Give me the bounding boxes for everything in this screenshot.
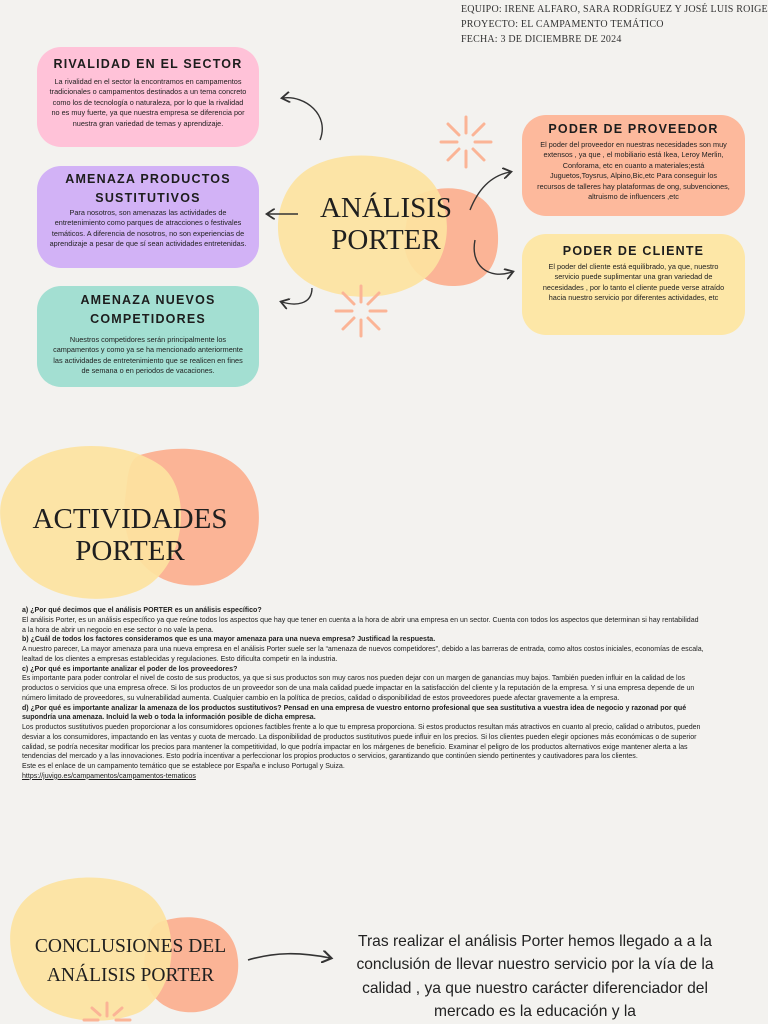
substitutes-card — [37, 166, 259, 268]
activities-title-line2: PORTER — [75, 535, 185, 567]
answer-a: El análisis Porter, es un análisis específico ya que reúne todos los aspectos que hay que tener en cuenta a la hora de abrir una empresa en un sector. Cuenta con todos los aspectos que determinan si hay rentabilidad a la hora de abrir un negocio en ese sector o no vale la pena. — [22, 616, 699, 634]
answer-c: Es importante para poder controlar el nivel de costo de sus productos, ya que si sus productos son muy caros nos pueden dejar con un margen de ganancias muy bajos. También pueden influir en la calidad de los productos o servicios que una empresa ofrece. Si los productos de un proveedor son de una mala calidad puede impactar en la satisfacción del cliente y la reputación de la empresa. Y si una empresa depende de un número limitado de proveedores, su vulnerabilidad aumenta. Cualquier cambio en la política de precios, calidad o disponibilidad de estos proveedores puede afectar gravemente a la empresa. — [22, 675, 695, 702]
supplier-text: El poder del proveedor en nuestras necesidades son muy extensos , ya que , el mobiliario está Ikea, Leroy Merlin, Conforama, etc en cuanto a materiales;está Juguetos,Toysrus, Alpino,Bic,etc Para conseguir los recursos de talleres hay plataformas de ong, subvenciones, altruismo de influencers ,etc — [537, 140, 730, 202]
rivalry-card — [37, 47, 259, 147]
date-line: FECHA: 3 DE DICIEMBRE DE 2024 — [461, 34, 622, 45]
new-entrants-card — [37, 286, 259, 387]
burst-bottom — [336, 286, 386, 336]
activities-title-line1: ACTIVIDADES — [32, 503, 228, 535]
conclusions-text: Tras realizar el análisis Porter hemos llegado a a la conclusión de llevar nuestro servicio por la vía de la calidad , ya que nuestro carácter diferenciador del mercado es la educación y la — [356, 933, 714, 1021]
rivalry-title: RIVALIDAD EN EL SECTOR — [53, 57, 243, 71]
new-entrants-text: Nuestros competidores serán principalmente los campamentos y como ya se ha mencionado anteriormente las actividades de entretenimiento que se realicen en fines de semana o en periodos de vacaciones. — [53, 335, 243, 376]
closing-text: Este es el enlace de un campamento temático que se establece por España e incluso Portugal y Suiza. — [22, 763, 345, 770]
team-line: EQUIPO: IRENE ALFARO, SARA RODRÍGUEZ Y JOSÉ LUIS ROIGE — [461, 4, 768, 15]
camp-link[interactable]: https://juvigo.es/campamentos/campamentos-tematicos — [22, 772, 196, 780]
question-c: c) ¿Por qué es importante analizar el poder de los proveedores? — [22, 665, 238, 673]
arrow-to-conclusion — [248, 954, 330, 960]
client-card — [522, 234, 745, 335]
activities-title — [25, 503, 235, 567]
substitutes-text: Para nosotros, son amenazas las actividades de entretenimiento como parques de atracciones o festivales temáticos. A diferencia de nosotros, no son experiencias de aprendizaje a pesar de que sí sean actividades entretenidas. — [49, 208, 247, 249]
new-entrants-title: AMENAZA NUEVOS COMPETIDORES — [80, 293, 216, 326]
burst-top — [441, 117, 491, 167]
answer-d: Los productos sustitutivos pueden proporcionar a los consumidores opciones factibles frente a lo que tu empresa proporciona. Si estos productos resultan más atractivos en cuanto al precio, calidad o atributos, pueden desviar a los consumidores, impactando en las ventas y cuota de mercado. La disponibilidad de productos sustitutivos puede influir en los precios. Si los clientes pueden elegir opciones más económicas o de superior calidad, se podría necesitar modificar los precios para mantener la competitividad, lo que podría impactar en los márgenes de beneficio. Examinar el peligro de los productos alternativos exige mantener alerta a las tendencias del mercado y a las innovaciones. Esto podría incentivar a perfeccionar los propios productos o servicios, garantizando que continúen siendo pertinentes y cautivadores para los clientes. — [22, 724, 701, 761]
analysis-title-line1: ANÁLISIS — [319, 192, 453, 224]
client-title: PODER DE CLIENTE — [562, 244, 705, 258]
analysis-title-line2: PORTER — [331, 224, 441, 256]
conclusions-title — [18, 932, 243, 990]
project-line: PROYECTO: EL CAMPAMENTO TEMÁTICO — [461, 19, 664, 30]
supplier-card — [522, 115, 745, 216]
arrow-to-rivalry — [283, 98, 322, 140]
conclusions-title-line1: CONCLUSIONES DEL — [34, 936, 227, 957]
analysis-title — [300, 192, 472, 256]
supplier-title: PODER DE PROVEEDOR — [548, 122, 719, 136]
substitutes-title: AMENAZA PRODUCTOS SUSTITUTIVOS — [65, 172, 231, 205]
question-b: b) ¿Cuál de todos los factores consideramos que es una mayor amenaza para una nueva empresa? Justificad la respuesta. — [22, 636, 436, 644]
rivalry-text: La rivalidad en el sector la encontramos en campamentos tradicionales o campamentos destinados a un tema concreto como los de tecnología o naturaleza, por lo que la rivalidad no es muy fuerte, ya que nuestra empresa se diferencia por nuestra gran variedad de temas y aprendizaje. — [49, 77, 247, 128]
arrow-to-new-entrants — [282, 288, 312, 304]
client-text: El poder del cliente está equilibrado, ya que, nuestro servicio puede suplimentar una gran variedad de necesidades , por lo tanto el cliente puede verse atraído hacia nuestro servicio por diferentes actividades, etc — [542, 262, 725, 303]
question-d: d) ¿Por qué es importante analizar la amenaza de los productos sustitutivos? Pensad en una empresa de vuestro entorno profesional que sea sustitutiva a vuestra idea de negocio y razonad por qué supondría una amenaza. Incluid la web o toda la información posible de dicha empresa. — [22, 704, 687, 722]
question-a: a) ¿Por qué decimos que el análisis PORTER es un análisis específico? — [22, 607, 262, 614]
answer-b: A nuestro parecer, La mayor amenaza para una nueva empresa en el análisis Porter suele ser la “amenaza de nuevos competidores”, debido a las barreras de entrada, como altos costos iniciales, economías de escala, lealtad de los clientes a empresas establecidas y regulaciones. Esto dificulta competir en la industria. — [22, 646, 704, 663]
conclusions-title-line2: ANÁLISIS PORTER — [46, 965, 215, 986]
activities-text — [22, 606, 704, 782]
